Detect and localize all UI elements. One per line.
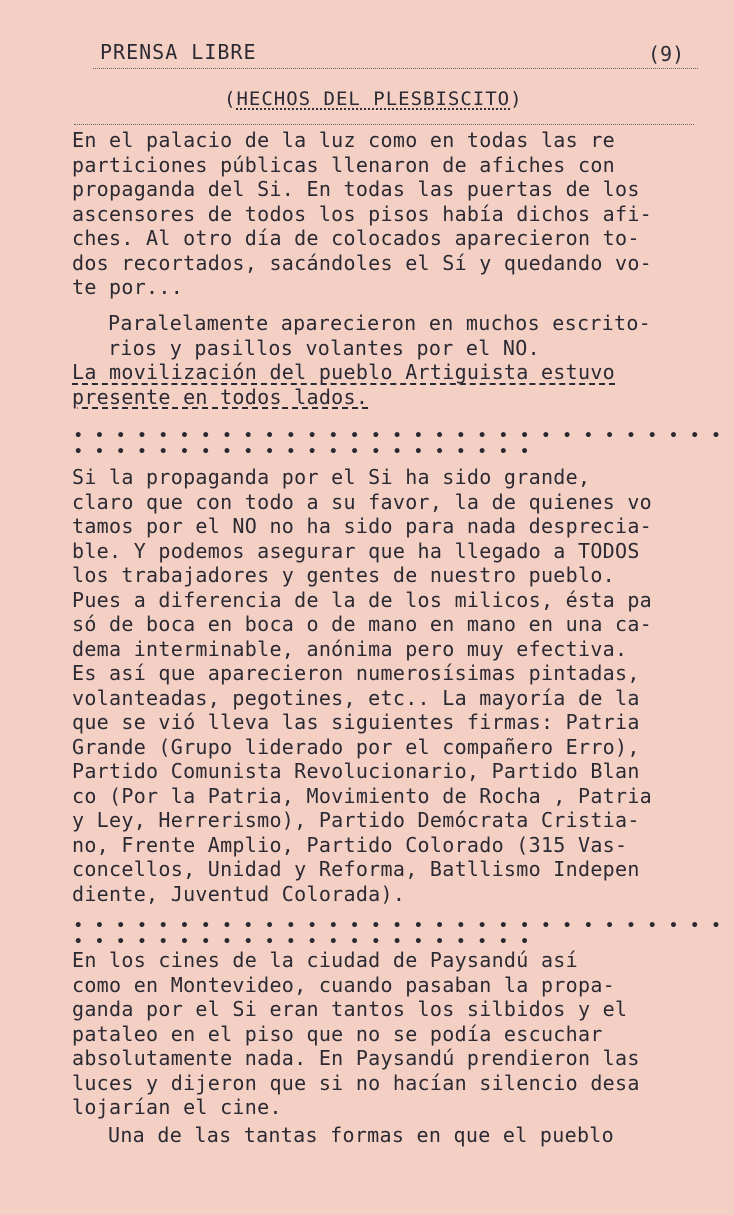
paragraph-1: En el palacio de la luz como en todas las re particiones públicas llenaron de afiches con propaganda del Si. En todas las puertas de los ascensores de todos los pisos había dichos afi- ches. Al otro día de colocados aparecieron to- dos recortados, sacándoles el Sí y quedando vo- te por... bbox=[72, 128, 653, 299]
paragraph-4: Si la propaganda por el Si ha sido grande, claro que con todo a su favor, la de quienes vo tamos por el NO no ha sido para nada desprecia- ble. Y podemos asegurar que ha llegado a TODOS los trabajadores y gentes de nuestro pueblo. Pues a diferencia de la de los milicos, ésta pa só de boca en boca o de mano en mano en una ca- dema interminable, anónima pero muy efectiva. Es así que aparecieron numerosísimas pintadas, volanteadas, pegotines, etc.. La mayoría de la que se vió lleva las siguientes firmas: Patria Grande (Grupo liderado por el compañero Erro), Partido Comunista Revolucionario, Partido Blan co (Por la Patria, Movimiento de Rocha , Patria y Ley, Herrerismo), Partido Demócrata Cristia- no, Frente Amplio, Partido Colorado (315 Vas- concellos, Unidad y Reforma, Batllismo Indepen diente, Juventud Colorada). bbox=[72, 465, 653, 906]
separator-1: • • • • • • • • • • • • • • • • • • • • • • • • • • • • • • • • • • • • • • • • • • • • • • • • • • • • • bbox=[74, 428, 723, 460]
paragraph-2: Paralelamente aparecieron en muchos escrito- rios y pasillos volantes por el NO. bbox=[108, 311, 652, 360]
section-title: (HECHOS DEL PLESBISCITO) bbox=[224, 88, 523, 110]
title-divider bbox=[74, 124, 694, 125]
separator-2: • • • • • • • • • • • • • • • • • • • • • • • • • • • • • • • • • • • • • • • • • • • • • • • • • • • • • bbox=[74, 918, 723, 950]
section-title-text: HECHOS DEL PLESBISCITO bbox=[236, 88, 511, 110]
paragraph-5: En los cines de la ciudad de Paysandú así como en Montevideo, cuando pasaban la propa- ganda por el Si eran tantos los silbidos y el pataleo en el piso que no se podía escuchar absolutamente nada. En Paysandú prendieron las luces y dijeron que si no hacían silencio desa lojarían el cine. bbox=[72, 948, 640, 1119]
publication-title: PRENSA LIBRE bbox=[100, 40, 257, 64]
header-divider bbox=[93, 68, 698, 69]
page-number: (9) bbox=[648, 42, 685, 66]
paragraph-3: La movilización del pueblo Artiguista estuvo presente en todos lados. bbox=[72, 360, 616, 409]
paragraph-6: Una de las tantas formas en que el pueblo bbox=[108, 1123, 614, 1147]
